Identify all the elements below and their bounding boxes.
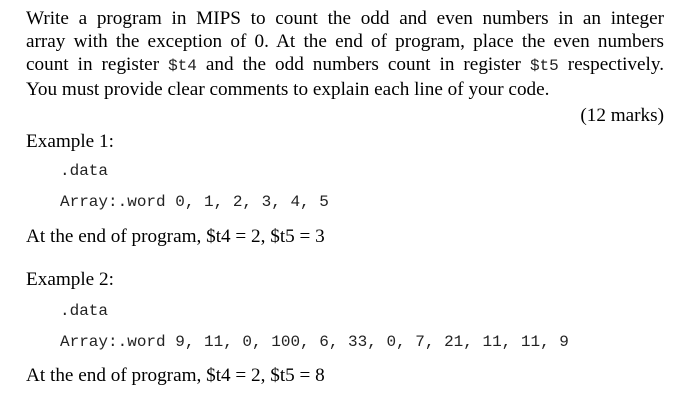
example-1-title: Example 1: [26,131,114,152]
register-odd-code: $t5 [529,57,559,75]
example-1-result: At the end of program, $t4 = 2, $t5 = 3 [26,226,325,247]
question-line-2: array with the exception of 0. At the end of program, place the even numbers [26,31,664,52]
question-text [26,7,664,101]
marks-label: (12 marks) [580,105,664,126]
question-line-3-start: count in register [26,54,169,75]
example-2-result: At the end of program, $t4 = 2, $t5 = 8 [26,365,325,386]
question-line-3 [26,53,664,78]
register-even-code: $t4 [168,57,197,75]
example-1-array: Array:.word 0, 1, 2, 3, 4, 5 [60,193,329,211]
question-line-3-end: respectively. [558,54,665,75]
example-2-title: Example 2: [26,269,114,290]
example-2-array: Array:.word 9, 11, 0, 100, 6, 33, 0, 7, 21, 11, 11, 9 [60,333,569,351]
question-line-3-middle: and the odd numbers count in register [196,54,530,75]
example-1-directive: .data [60,162,109,180]
question-line-1: Write a program in MIPS to count the odd and even numbers in an integer [26,8,664,29]
question-line-4: You must provide clear comments to explain each line of your code. [26,79,550,100]
example-2-directive: .data [60,302,109,320]
